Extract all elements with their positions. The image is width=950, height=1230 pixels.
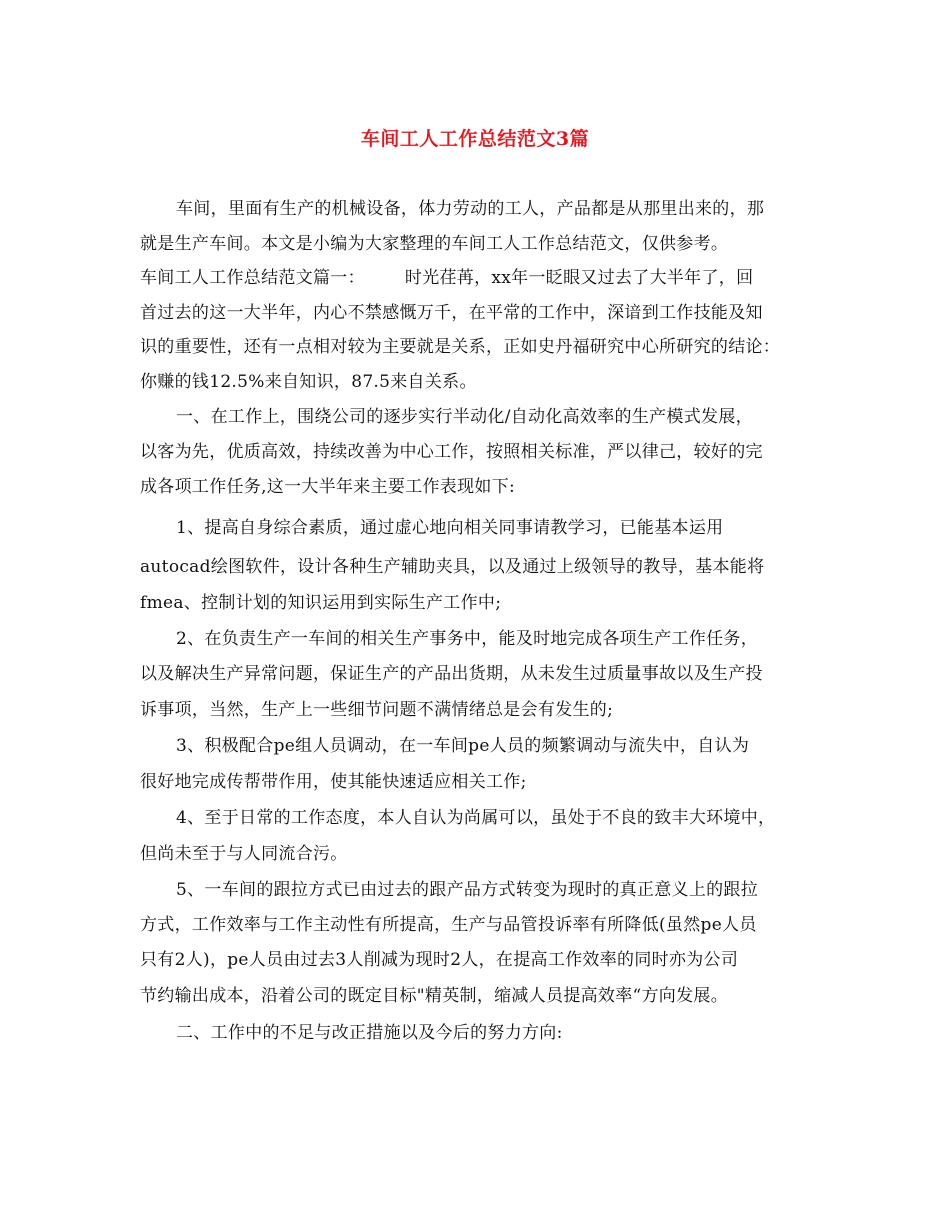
paragraph-line: 3、积极配合pe组人员调动，在一车间pe人员的频繁调动与流失中，自认为: [176, 736, 750, 756]
paragraph-line: [140, 266, 753, 290]
paragraph-line: 车间，里面有生产的机械设备，体力劳动的工人，产品都是从那里出来的，那: [176, 199, 765, 219]
paragraph-text: 时光荏苒，xx年一眨眼又过去了大半年了，回: [404, 268, 754, 288]
section-heading: 车间工人工作总结范文篇一：: [140, 268, 365, 288]
paragraph-line: 你赚的钱12.5%来自知识，87.5来自关系。: [140, 372, 477, 392]
paragraph-line: 2、在负责生产一车间的相关生产事务中，能及时地完成各项生产工作任务，: [176, 629, 759, 649]
document-title: 车间工人工作总结范文3篇: [360, 128, 590, 150]
paragraph-line: 以及解决生产异常问题，保证生产的产品出货期，从未发生过质量事故以及生产投: [140, 664, 763, 684]
paragraph-line: 节约输出成本，沿着公司的既定目标"精英制，缩减人员提高效率“方向发展。: [140, 986, 729, 1006]
paragraph-line: 5、一车间的跟拉方式已由过去的跟产品方式转变为现时的真正意义上的跟拉: [176, 880, 759, 900]
paragraph-line: 但尚未至于与人同流合污。: [140, 844, 348, 864]
paragraph-line: 成各项工作任务,这一大半年来主要工作表现如下:: [140, 477, 516, 497]
paragraph-line: 就是生产车间。本文是小编为大家整理的车间工人工作总结范文，仅供参考。: [140, 234, 729, 254]
paragraph-line: 以客为先，优质高效，持续改善为中心工作，按照相关标准，严以律己，较好的完: [140, 442, 763, 462]
paragraph-line: 一、在工作上，围绕公司的逐步实行半动化/自动化高效率的生产模式发展，: [176, 407, 753, 427]
paragraph-line: 二、工作中的不足与改正措施以及今后的努力方向:: [176, 1023, 563, 1043]
paragraph-line: 4、至于日常的工作态度，本人自认为尚属可以，虽处于不良的致丰大环境中，: [176, 808, 776, 828]
paragraph-line: 识的重要性，还有一点相对较为主要就是关系，正如史丹福研究中心所研究的结论：: [140, 337, 781, 357]
paragraph-line: 只有2人)，pe人员由过去3人削减为现时2人，在提高工作效率的同时亦为公司: [140, 950, 739, 970]
paragraph-line: 首过去的这一大半年，内心不禁感慨万千，在平常的工作中，深谙到工作技能及知: [140, 303, 763, 323]
paragraph-line: 1、提高自身综合素质，通过虚心地向相关同事请教学习，已能基本运用: [176, 518, 724, 538]
paragraph-line: 方式，工作效率与工作主动性有所提高，生产与品管投诉率有所降低(虽然pe人员: [140, 915, 757, 935]
paragraph-line: fmea、控制计划的知识运用到实际生产工作中;: [140, 593, 502, 613]
paragraph-line: autocad绘图软件，设计各种生产辅助夹具，以及通过上级领导的教导，基本能将: [140, 557, 765, 577]
paragraph-line: 很好地完成传帮带作用，使其能快速适应相关工作;: [140, 772, 527, 792]
paragraph-line: 诉事项，当然，生产上一些细节问题不满情绪总是会有发生的;: [140, 700, 614, 720]
